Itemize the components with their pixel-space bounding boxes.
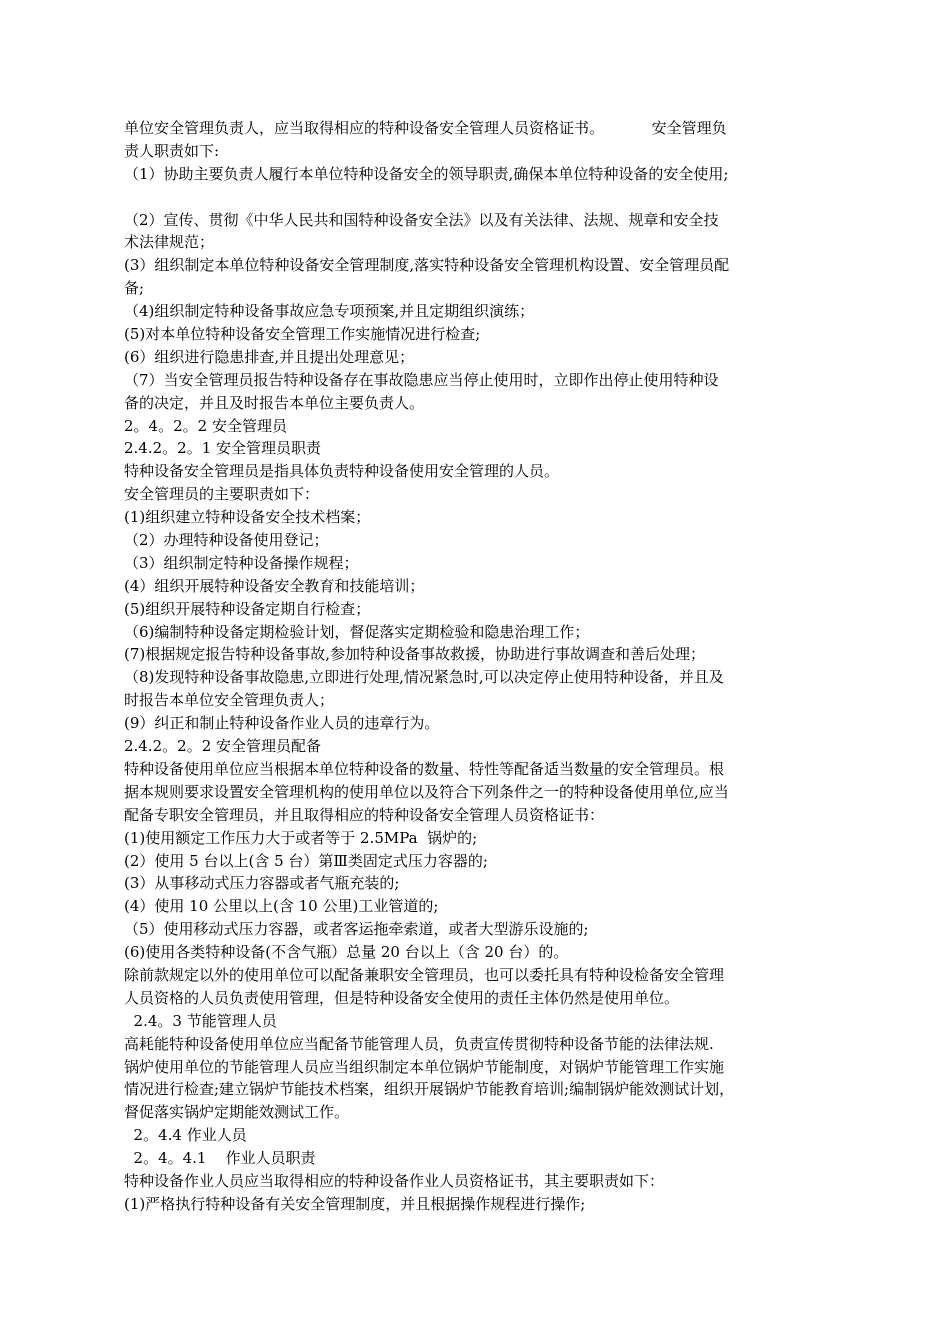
text-line: (5)对本单位特种设备安全管理工作实施情况进行检查;: [124, 325, 481, 344]
text-line: (5)组织开展特种设备定期自行检查；: [124, 599, 371, 618]
text-line: 2。4。2。2 安全管理员: [124, 416, 287, 435]
text-line: 2。4.4 作业人员: [124, 1126, 247, 1145]
text-line: 情况进行检查;建立锅炉节能技术档案，组织开展锅炉节能教育培训;编制锅炉能效测试计划，: [124, 1080, 735, 1099]
text-line: 责人职责如下:: [124, 141, 220, 160]
text-line: (3）从事移动式压力容器或者气瓶充装的;: [124, 874, 400, 893]
text-line: 锅炉使用单位的节能管理人员应当组织制定本单位锅炉节能制度，对锅炉节能管理工作实施: [124, 1057, 725, 1076]
text-line: （8)发现特种设备事故隐患,立即进行处理,情况紧急时,可以决定停止使用特种设备，并且及: [124, 668, 724, 687]
text-line: 备;: [124, 279, 145, 298]
text-line: (1)组织建立特种设备安全技术档案；: [124, 508, 371, 527]
text-line: （4)组织制定特种设备事故应急专项预案,并且定期组织演练；: [124, 302, 535, 321]
text-line: (4）组织开展特种设备安全教育和技能培训；: [124, 576, 425, 595]
text-line: （1）协助主要负责人履行本单位特种设备安全的领导职责,确保本单位特种设备的安全使用;: [124, 164, 729, 183]
text-line: 2.4.2。2。1 安全管理员职责: [124, 439, 322, 458]
text-line: (3）组织制定本单位特种设备安全管理制度,落实特种设备安全管理机构设置、安全管理员配: [124, 256, 730, 275]
text-line: 2。4。4.1 作业人员职责: [124, 1149, 316, 1168]
text-line: (1)严格执行特种设备有关安全管理制度，并且根据操作规程进行操作;: [124, 1194, 586, 1213]
text-line: （5）使用移动式压力容器，或者客运拖牵索道，或者大型游乐设施的;: [124, 920, 589, 939]
text-line: （6)编制特种设备定期检验计划，督促落实定期检验和隐患治理工作；: [124, 622, 590, 641]
text-line: (2）使用 5 台以上(含 5 台）第Ⅲ类固定式压力容器的;: [124, 851, 488, 870]
text-line: 配备专职安全管理员，并且取得相应的特种设备安全管理人员资格证书：: [124, 805, 605, 824]
text-line: 时报告本单位安全管理负责人；: [124, 691, 335, 710]
text-line: 2.4。3 节能管理人员: [124, 1011, 277, 1030]
blank-line: [124, 186, 836, 209]
text-line: （7）当安全管理员报告特种设备存在事故隐患应当停止使用时，立即作出停止使用特种设: [124, 370, 719, 389]
text-line: 单位安全管理负责人，应当取得相应的特种设备安全管理人员资格证书。 安全管理负: [124, 119, 727, 137]
text-line: 特种设备使用单位应当根据本单位特种设备的数量、特性等配备适当数量的安全管理员。根: [124, 759, 725, 778]
text-line: (9）纠正和制止特种设备作业人员的违章行为。: [124, 714, 440, 733]
text-line: 督促落实锅炉定期能效测试工作。: [124, 1103, 350, 1122]
text-line: 人员资格的人员负责使用管理，但是特种设备安全使用的责任主体仍然是使用单位。: [124, 988, 680, 1007]
text-line: 据本规则要求设置安全管理机构的使用单位以及符合下列条件之一的特种设备使用单位,应当: [124, 782, 729, 801]
text-line: 备的决定，并且及时报告本单位主要负责人。: [124, 393, 425, 412]
document-page: [124, 117, 836, 1216]
text-line: 除前款规定以外的使用单位可以配备兼职安全管理员，也可以委托具有特种设检备安全管理: [124, 965, 725, 984]
text-line: （2）办理特种设备使用登记；: [124, 531, 329, 550]
text-line: 术法律规范；: [124, 233, 215, 252]
text-line: 特种设备安全管理员是指具体负责特种设备使用安全管理的人员。: [124, 462, 560, 481]
text-line: 特种设备作业人员应当取得相应的特种设备作业人员资格证书，其主要职责如下：: [124, 1171, 665, 1190]
text-line: （3）组织制定特种设备操作规程；: [124, 553, 359, 572]
text-line: （2）宣传、贯彻《中华人民共和国特种设备安全法》以及有关法律、法规、规章和安全技: [124, 210, 719, 229]
text-line: 高耗能特种设备使用单位应当配备节能管理人员，负责宣传贯彻特种设备节能的法律法规.: [124, 1034, 714, 1053]
text-line: 安全管理员的主要职责如下：: [124, 485, 320, 504]
text-line: (6)使用各类特种设备(不含气瓶）总量 20 台以上（含 20 台）的。: [124, 943, 569, 962]
text-line: (1)使用额定工作压力大于或者等于 2.5MPa 锅炉的;: [124, 828, 478, 847]
text-line: (7)根据规定报告特种设备事故,参加特种设备事故救援，协助进行事故调查和善后处理；: [124, 645, 706, 664]
text-line: (6）组织进行隐患排查,并且提出处理意见；: [124, 347, 415, 366]
text-line: 2.4.2。2。2 安全管理员配备: [124, 737, 322, 756]
text-line: (4）使用 10 公里以上(含 10 公里)工业管道的;: [124, 897, 439, 916]
